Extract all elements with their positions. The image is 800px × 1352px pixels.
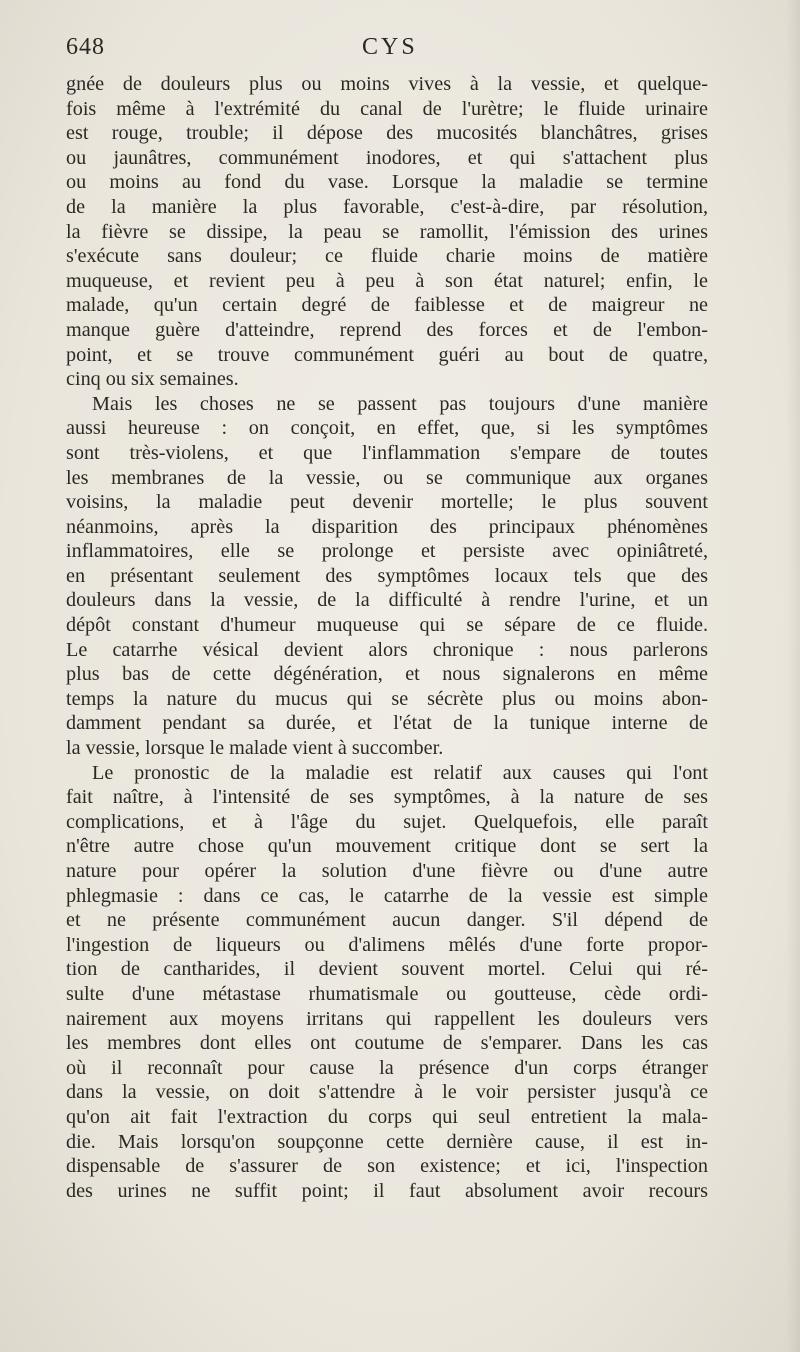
text-line: douleurs dans la vessie, de la difficulté à rendre l'urine, et un	[66, 589, 708, 612]
text-line: malade, qu'un certain degré de faiblesse et de maigreur ne	[66, 294, 708, 317]
text-line: Le pronostic de la maladie est relatif aux causes qui l'ont	[92, 761, 708, 784]
text-line: phlegmasie : dans ce cas, le catarrhe de la vessie est simple	[66, 884, 708, 907]
text-line: où il reconnaît pour cause la présence d'un corps étranger	[66, 1056, 708, 1079]
text-line: complications, et à l'âge du sujet. Quelquefois, elle paraît	[66, 810, 708, 833]
text-line: de la manière la plus favorable, c'est-à-dire, par résolution,	[66, 195, 708, 218]
text-line: sont très-violens, et que l'inflammation s'empare de toutes	[66, 441, 708, 464]
text-line: qu'on ait fait l'extraction du corps qui seul entretient la mala-	[66, 1105, 708, 1128]
text-line: inflammatoires, elle se prolonge et persiste avec opiniâtreté,	[66, 540, 708, 563]
text-line: les membres dont elles ont coutume de s'emparer. Dans les cas	[66, 1032, 708, 1055]
text-line: ou moins au fond du vase. Lorsque la maladie se termine	[66, 171, 708, 194]
page-number: 648	[66, 34, 105, 60]
text-line: damment pendant sa durée, et l'état de la tunique interne de	[66, 712, 708, 735]
text-line: Mais les choses ne se passent pas toujours d'une manière	[92, 392, 708, 415]
text-line: Le catarrhe vésical devient alors chronique : nous parlerons	[66, 638, 708, 661]
text-line: des urines ne suffit point; il faut absolument avoir recours	[66, 1179, 708, 1202]
text-line: manque guère d'atteindre, reprend des forces et de l'embon-	[66, 318, 708, 341]
text-line: dépôt constant d'humeur muqueuse qui se sépare de ce fluide.	[66, 614, 708, 637]
text-line: tion de cantharides, il devient souvent mortel. Celui qui ré-	[66, 958, 708, 981]
text-line: voisins, la maladie peut devenir mortelle; le plus souvent	[66, 491, 708, 514]
text-line: fois même à l'extrémité du canal de l'urètre; le fluide urinaire	[66, 97, 708, 120]
text-line: nairement aux moyens irritans qui rappellent les douleurs vers	[66, 1007, 708, 1030]
page-header	[66, 34, 726, 64]
text-line: cinq ou six semaines.	[66, 368, 239, 391]
text-line: sulte d'une métastase rhumatismale ou goutteuse, cède ordi-	[66, 982, 708, 1005]
text-line: die. Mais lorsqu'on soupçonne cette dernière cause, il est in-	[66, 1130, 708, 1153]
text-line: plus bas de cette dégénération, et nous signalerons en même	[66, 663, 708, 686]
text-line: gnée de douleurs plus ou moins vives à la vessie, et quelque-	[66, 73, 708, 95]
text-line: temps la nature du mucus qui se sécrète plus ou moins abon-	[66, 687, 708, 710]
text-line: les membranes de la vessie, ou se communique aux organes	[66, 466, 708, 489]
text-line: la vessie, lorsque le malade vient à succomber.	[66, 737, 444, 760]
page-edge-shadow	[786, 0, 800, 1352]
text-line: muqueuse, et revient peu à peu à son état naturel; enfin, le	[66, 269, 708, 292]
text-line: fait naître, à l'intensité de ses symptômes, à la nature de ses	[66, 786, 708, 809]
text-line: néanmoins, après la disparition des principaux phénomènes	[66, 515, 708, 538]
text-line: est rouge, trouble; il dépose des mucosités blanchâtres, grises	[66, 122, 708, 145]
text-line: n'être autre chose qu'un mouvement critique dont se sert la	[66, 835, 708, 858]
text-line: et ne présente communément aucun danger. S'il dépend de	[66, 909, 708, 932]
text-line: l'ingestion de liqueurs ou d'alimens mêlés d'une forte propor-	[66, 933, 708, 956]
text-line: ou jaunâtres, communément inodores, et qui s'attachent plus	[66, 146, 708, 169]
text-line: nature pour opérer la solution d'une fièvre ou d'une autre	[66, 860, 708, 882]
body-text	[66, 72, 708, 1203]
paragraph	[66, 761, 708, 1204]
text-line: dispensable de s'assurer de son existence; et ici, l'inspection	[66, 1155, 708, 1178]
text-line: en présentant seulement des symptômes locaux tels que des	[66, 564, 708, 587]
text-line: la fièvre se dissipe, la peau se ramollit, l'émission des urines	[66, 220, 708, 243]
text-line: s'exécute sans douleur; ce fluide charie moins de matière	[66, 245, 708, 268]
text-line: aussi heureuse : on conçoit, en effet, que, si les symptômes	[66, 417, 708, 440]
text-line: dans la vessie, on doit s'attendre à le voir persister jusqu'à ce	[66, 1081, 708, 1104]
paragraph	[66, 392, 708, 761]
paragraph	[66, 72, 708, 392]
running-head: CYS	[362, 34, 418, 60]
text-line: point, et se trouve communément guéri au bout de quatre,	[66, 343, 708, 366]
